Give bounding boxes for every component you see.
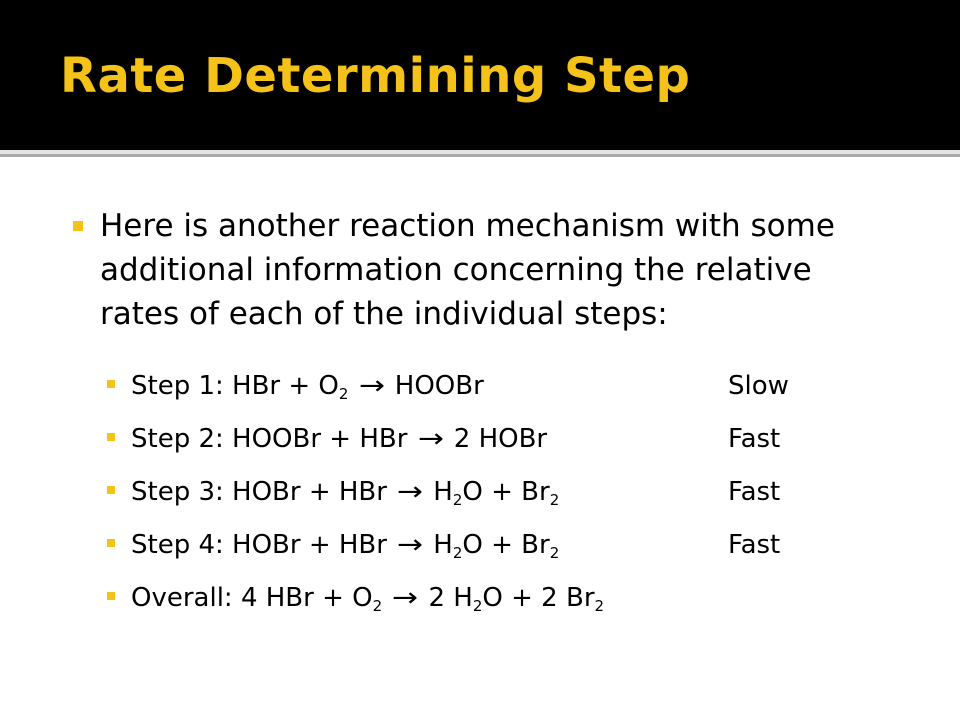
product: 2 H <box>428 583 473 613</box>
step-equation <box>131 419 547 459</box>
step-label: Step 2: HOOBr + HBr <box>131 424 408 454</box>
step-rate: Fast <box>728 530 781 560</box>
subscript: 2 <box>452 544 463 562</box>
slide-content <box>0 157 960 720</box>
reaction-arrow-icon: → <box>417 424 444 454</box>
subscript: 2 <box>452 491 463 509</box>
reaction-arrow-icon: → <box>397 530 424 560</box>
step-label: Overall: 4 HBr + O <box>131 583 373 613</box>
subscript: 2 <box>372 597 383 615</box>
list-item-step-1 <box>0 366 960 406</box>
product: HOOBr <box>394 371 484 401</box>
step-equation <box>131 525 559 565</box>
product: 2 HOBr <box>453 424 548 454</box>
step-equation <box>131 366 484 406</box>
product: O + Br <box>462 477 550 507</box>
bullet-square-icon <box>107 592 115 600</box>
subscript: 2 <box>549 491 560 509</box>
reaction-arrow-icon: → <box>397 477 424 507</box>
main-bullet-text: Here is another reaction mechanism with some additional information concerning the relative rates of each of the individual steps: <box>100 208 835 332</box>
product: O + Br <box>462 530 550 560</box>
bullet-square-icon <box>107 539 115 547</box>
step-label: Step 4: HOBr + HBr <box>131 530 387 560</box>
list-item-step-4 <box>0 525 960 565</box>
step-rate: Fast <box>728 424 781 454</box>
product: H <box>433 530 453 560</box>
subscript: 2 <box>338 385 349 403</box>
reaction-arrow-icon: → <box>358 371 385 401</box>
subscript: 2 <box>472 597 483 615</box>
step-label: Step 3: HOBr + HBr <box>131 477 387 507</box>
step-label: Step 1: HBr + O <box>131 371 339 401</box>
bullet-square-icon <box>107 380 115 388</box>
bullet-square-icon <box>107 486 115 494</box>
product: O + 2 Br <box>482 583 595 613</box>
overall-equation <box>131 578 604 618</box>
list-item-step-3 <box>0 472 960 512</box>
bullet-square-icon <box>73 221 83 231</box>
list-item-overall <box>0 578 960 618</box>
step-rate: Fast <box>728 477 781 507</box>
subscript: 2 <box>594 597 605 615</box>
product: H <box>433 477 453 507</box>
list-item-step-2 <box>0 419 960 459</box>
bullet-square-icon <box>107 433 115 441</box>
subscript: 2 <box>549 544 560 562</box>
title-bar <box>0 0 960 150</box>
slide-title: Rate Determining Step <box>60 48 691 104</box>
step-rate: Slow <box>728 371 789 401</box>
reaction-arrow-icon: → <box>392 583 419 613</box>
step-equation <box>131 472 559 512</box>
